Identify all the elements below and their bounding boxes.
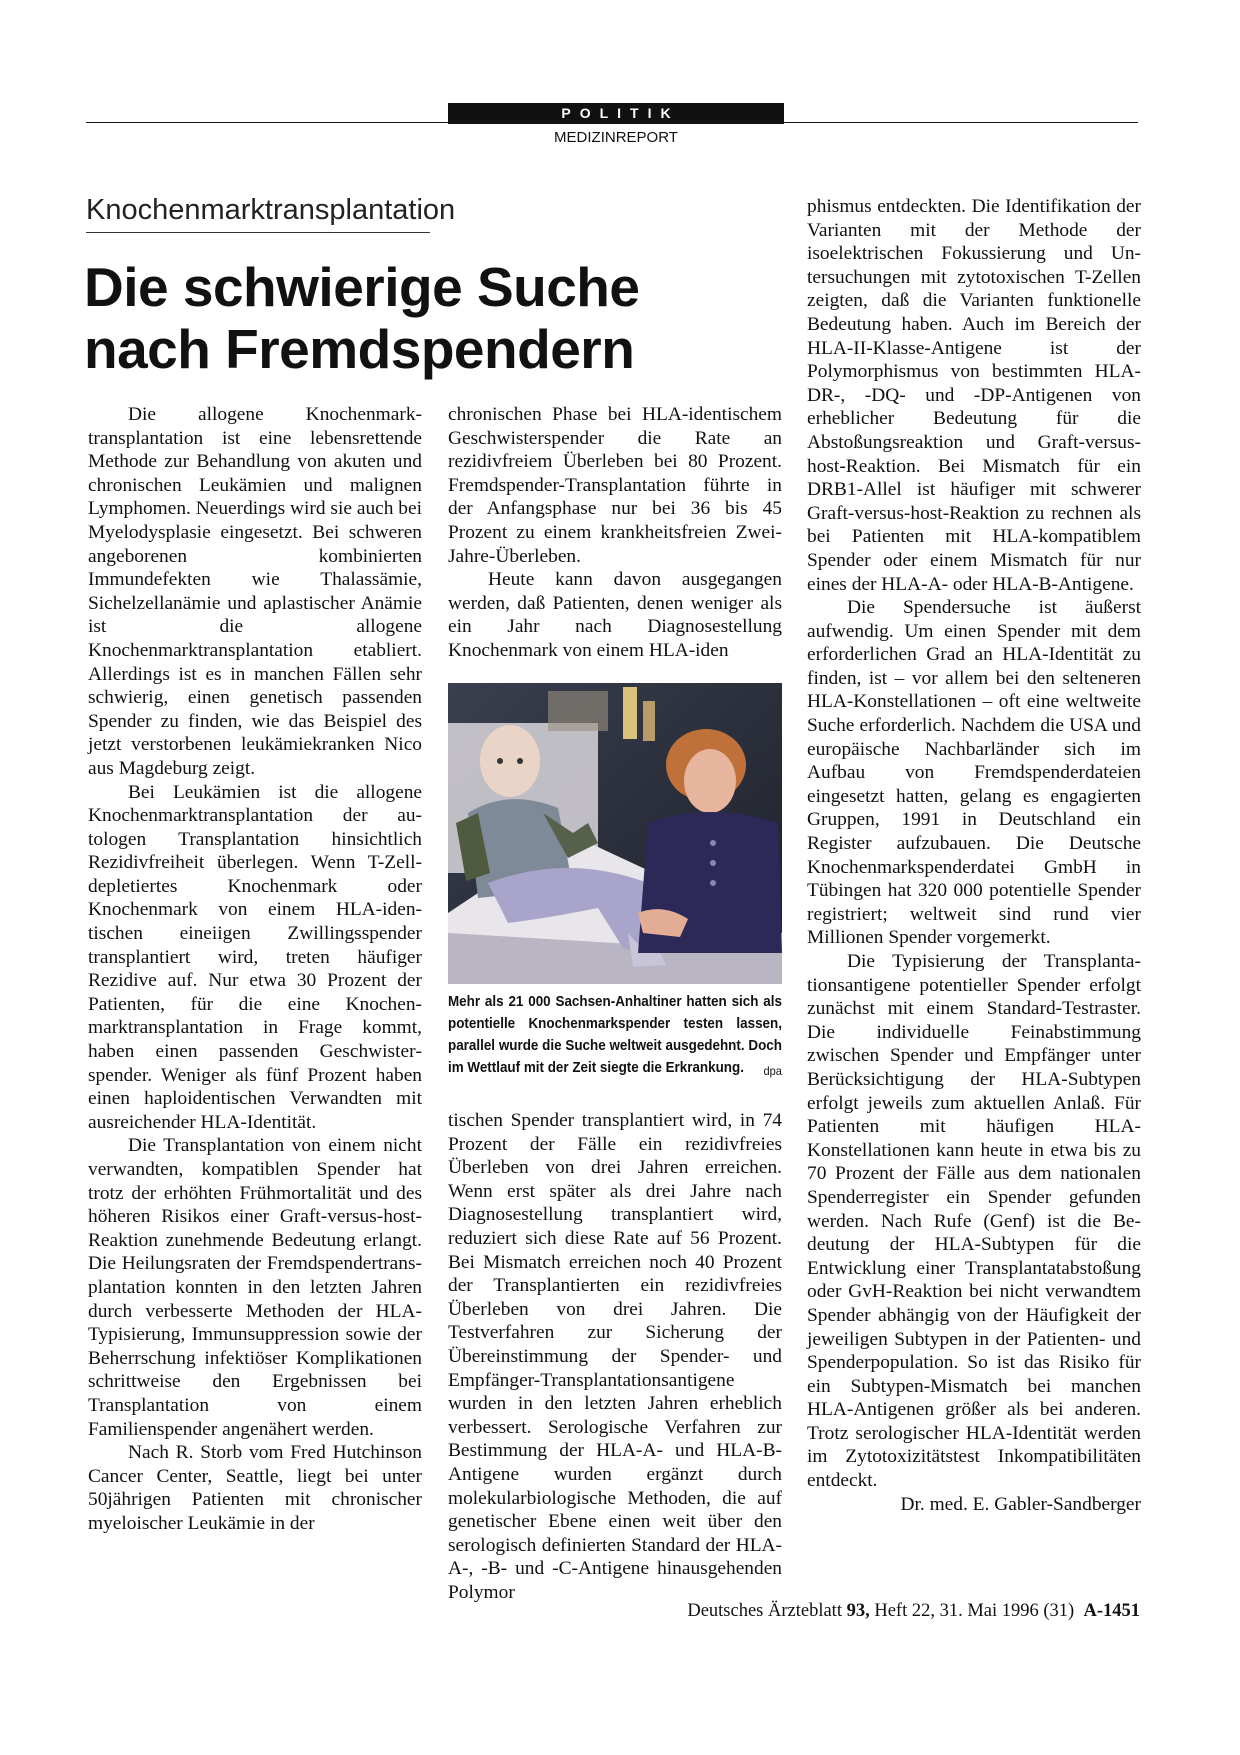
kicker-underline <box>86 232 430 233</box>
subsection-label: MEDIZINREPORT <box>554 129 678 146</box>
paragraph: phismus entdeckten. Die Identifikation der Varianten mit der Methode der isoelektrischen Fokussierung und Untersuchungen mit zytotoxischen T-Zellen zeigten, daß die Varianten funktionelle Bedeutung haben. Auch im Bereich der HLA-II-Klasse-Antigene ist der Polymorphismus von bestimmten HLA-DR-, -DQ- und -DP-Antigenen von erheblicher Bedeutung für die Abstoßungsreaktion und Graft-versus-host-Reaktion. Bei Mismatch für ein DRB1-Allel ist häufiger mit schwerer Graft-versus-host-Reaktion zu rechnen als bei Patienten mit HLA-kompatiblem Spender oder einem Mismatch für nur eines der HLA-A- oder HLA-B-Antigene. <box>807 196 1141 595</box>
journal-volume: 93, <box>846 1601 870 1621</box>
paragraph: Die Spendersuche ist äußerst aufwendig. Um einen Spender mit dem erforderlichen Grad an HLA-Identität zu finden, ist – vor allem bei den selteneren HLA-Konstellationen – oft eine weltweite Suche erforderlich. Nachdem die USA und europäische Nachbarländer sich im Aufbau von Fremdspenderdateien eingesetzt hatten, gelang es engagierten Gruppen, 1991 in Deutschland ein Register aufzubauen. Die Deutsche Knochenmarkspenderdatei GmbH in Tübingen hat 320 000 potentielle Spender registriert; weltweit sind rund vier Millionen Spender vorgemerkt. <box>807 597 1141 949</box>
photo-caption <box>448 991 782 1082</box>
article-photo <box>448 683 782 984</box>
paragraph: tischen Spender transplantiert wird, in 74 Prozent der Fälle ein rezidivfreies Überleben von drei Jahren erreichen. Wenn erst später als drei Jahre nach Diagnosestellung transplantiert wird, reduziert sich diese Rate auf 56 Prozent. Bei Mismatch erreichen noch 40 Prozent der Transplantierten ein rezidivfreies Überleben von drei Jahren. Die Testverfahren zur Sicherung der Übereinstimmung der Spender- und Empfänger-Transplantationsantigene wurden in den letzten Jahren erheblich verbessert. Serologische Verfahren zur Bestimmung der HLA-A- und HLA-B-Antigene wurden ergänzt durch molekularbiologische Methoden, die auf genetischer Ebene einen weit über den serologisch definierten Standard der HLA-A-, -B- und -C-Antigene hinausgehenden Polymor <box>448 1110 782 1603</box>
paragraph: chronischen Phase bei HLA-identischem Geschwisterspender die Rate an rezidivfreiem Überleben bei 80 Prozent. Fremdspender-Transplantation führte in der Anfangsphase nur bei 36 bis 45 Prozent zu einem krankheitsfreien Zwei-Jahre-Überleben. <box>448 404 782 567</box>
paragraph: Heute kann davon ausgegangen werden, daß Patienten, denen weniger als ein Jahr nach Diagnosestellung Knochenmark von einem HLA-iden <box>448 569 782 661</box>
photo-bed-patient-mother-icon <box>448 683 782 984</box>
article-column-2-bottom <box>448 1109 782 1604</box>
headline-line-1: Die schwierige Suche <box>84 256 640 318</box>
page-number: A-1451 <box>1083 1601 1140 1621</box>
journal-name: Deutsches Ärzteblatt <box>687 1601 842 1621</box>
issue-date: Heft 22, 31. Mai 1996 (31) <box>874 1601 1075 1621</box>
article-headline <box>84 256 724 380</box>
caption-text: Mehr als 21 000 Sachsen-Anhaltiner hatten sich als potentielle Knochenmarkspender testen lassen, parallel wurde die Suche weltweit ausgedehnt. Doch im Wettlauf mit der Zeit siegte die Erkrankung. <box>448 994 782 1076</box>
header-rule <box>86 122 1138 123</box>
paragraph: Die Transplantation von einem nicht verwandten, kompatiblen Spender hat trotz der erhöhten Frühmortalität und des höheren Risikos einer Graft-versus-host-Reaktion zunehmende Bedeutung erlangt. Die Heilungsraten der Fremdspendertransplantation konnten in den letzten Jahren durch verbesserte Methoden der HLA-Typisierung, Immunsuppression sowie der Beherrschung infektiöser Komplikationen schrittweise den Ergebnissen bei Transplantation von einem Familienspender angenähert werden. <box>88 1135 422 1440</box>
article-kicker: Knochenmarktransplantation <box>86 194 456 226</box>
photo-credit: dpa <box>763 1064 782 1078</box>
page-footer <box>687 1600 1140 1622</box>
author-signature: Dr. med. E. Gabler-Sandberger <box>900 1493 1141 1515</box>
paragraph: Bei Leukämien ist die allogene Knochenmarktransplantation der autologen Transplantation hinsichtlich Rezidivfreiheit überlegen. Wenn T-Zell-depletiertes Knochenmark oder Knochenmark von einem HLA-identischen eineiigen Zwillingsspender transplantiert wird, treten häufiger Rezidive auf. Nur etwa 30 Prozent der Patienten, für die eine Knochenmarktransplantation in Frage kommt, haben einen passenden Geschwisterspender. Weniger als fünf Prozent haben einen haploidentischen Verwandten mit ausreichender HLA-Identität. <box>88 781 422 1133</box>
paragraph: Die Typisierung der Transplantationsantigene potentieller Spender erfolgt zunächst mit einem Standard-Testraster. Die individuelle Feinabstimmung zwischen Spender und Empfänger unter Berücksichtigung der HLA-Subtypen erfolgt jeweils zum aktuellen Anlaß. Für Patienten mit häufigen HLA-Konstellationen kann heute in etwa bis zu 70 Prozent der Fälle aus dem nationalen Spenderregister ein Spender gefunden werden. Nach Rufe (Genf) ist die Bedeutung der HLA-Subtypen für die Entwicklung einer Transplantatabstoßung oder GvH-Reaktion bei nicht verwandtem Spender abhängig von der Häufigkeit der jeweiligen Subtypen in der Patienten- und Spenderpopulation. So ist das Risiko für ein Subtypen-Mismatch bei manchen HLA-Antigenen größer als bei anderen. Trotz serologischer HLA-Identität werden im Zytotoxizitätstest Inkompatibilitäten entdeckt. <box>807 951 1141 1492</box>
paragraph: Die allogene Knochenmarktransplantation ist eine lebensrettende Methode zur Behandlung von akuten und chronischen Leukämien und malignen Lymphomen. Neuerdings wird sie auch bei Myelodysplasie eingesetzt. Bei schweren angeborenen kombinierten Immundefekten wie Thalassämie, Sichelzellanämie und aplastischer Anämie ist die allogene Knochenmarktransplantation etabliert. Allerdings ist es in manchen Fällen sehr schwierig, einen genetisch passenden Spender zu finden, wie das Beispiel des jetzt verstorbenen leukämiekranken Nico aus Magdeburg zeigt. <box>88 404 422 779</box>
headline-line-2: nach Fremdspendern <box>84 318 635 380</box>
paragraph: Nach R. Storb vom Fred Hutchinson Cancer Center, Seattle, liegt bei unter 50jährigen Patienten mit chronischer myeloischer Leukämie in der <box>88 1442 422 1534</box>
article-column-1 <box>88 403 422 1536</box>
article-column-3 <box>807 195 1141 1516</box>
section-label: POLITIK <box>448 103 784 124</box>
article-column-2-top <box>448 403 782 663</box>
